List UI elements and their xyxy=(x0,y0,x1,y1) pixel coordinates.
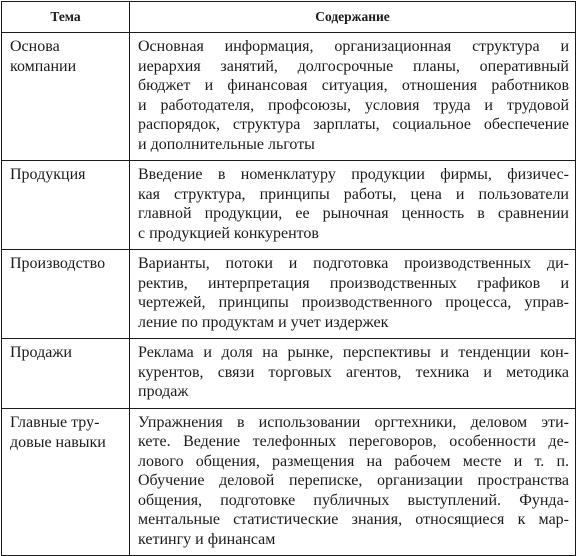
topic-cell xyxy=(2,408,130,556)
content-cell xyxy=(130,250,576,339)
content-line: Введение в номенклатуру продукции фирмы, физичес- xyxy=(138,166,569,183)
content-line: Варианты, потоки и подготовка производственных ди- xyxy=(138,255,569,272)
content-line: Упражнения в использовании оргтехники, деловом эти- xyxy=(138,413,569,431)
content-line: чертежей, принципы производственного процесса, управ- xyxy=(138,294,569,311)
topic-line: компании xyxy=(10,58,77,75)
table-header-row xyxy=(2,2,576,33)
content-line: и дополнительные льготы xyxy=(138,135,315,153)
table-row xyxy=(2,161,576,250)
content-line: Реклама и доля на рынке, перспективы и тенденции кон- xyxy=(138,344,569,361)
table-row xyxy=(2,339,576,409)
table-body xyxy=(2,33,576,556)
content-line: бюджет и финансовая ситуация, отношения работников xyxy=(138,77,569,94)
topic-cell xyxy=(2,161,130,250)
content-line: иерархия занятий, долгосрочные планы, оперативный xyxy=(138,57,569,75)
content-line: продаж xyxy=(138,383,189,400)
topic-line: Главные тру- xyxy=(10,413,100,431)
content-line: кетингу и финансам xyxy=(138,530,276,548)
topic-cell xyxy=(2,339,130,409)
content-cell xyxy=(130,33,576,161)
content-line: главной продукции, ее рыночная ценность в сравнении xyxy=(138,205,569,222)
table-row xyxy=(2,250,576,339)
content-line: лового общения, размещения на рабочем месте и т. п. xyxy=(138,452,569,470)
content-line: с продукцией конкурентов xyxy=(138,224,319,242)
topic-line: Продажи xyxy=(10,344,72,361)
topic-line: Производство xyxy=(10,255,106,272)
content-line: ление по продуктам и учет издержек xyxy=(138,313,389,331)
topic-cell xyxy=(2,250,130,339)
content-line: распорядок, структура зарплаты, социальное обеспечение xyxy=(138,116,569,133)
table-row xyxy=(2,408,576,556)
topic-line: Продукция xyxy=(10,166,86,183)
content-line: и работодателя, профсоюзы, условия труда и трудовой xyxy=(138,96,569,114)
content-line: кая структура, принципы работы, цена и пользователи xyxy=(138,185,569,203)
topic-line: довые навыки xyxy=(10,433,106,451)
content-line: общения, подготовке публичных выступлений. Фунда- xyxy=(138,491,569,509)
column-header-topic: Тема xyxy=(2,2,130,33)
content-cell xyxy=(130,339,576,409)
table-row xyxy=(2,33,576,161)
content-line: Основная информация, организационная структура и xyxy=(138,38,569,55)
content-line: кете. Ведение телефонных переговоров, особенности де- xyxy=(138,433,569,450)
content-cell xyxy=(130,408,576,556)
content-line: ментальные статистические знания, относящиеся к мар- xyxy=(138,511,569,528)
content-line: курентов, связи торговых агентов, техника и методика xyxy=(138,363,569,381)
content-line: ректив, интерпретация производственных графиков и xyxy=(138,274,569,292)
content-line: Обучение деловой переписке, организации пространства xyxy=(138,472,569,489)
curriculum-table xyxy=(1,1,576,556)
topic-cell xyxy=(2,33,130,161)
column-header-content: Содержание xyxy=(130,2,576,33)
topic-line: Основа xyxy=(10,38,60,55)
content-cell xyxy=(130,161,576,250)
